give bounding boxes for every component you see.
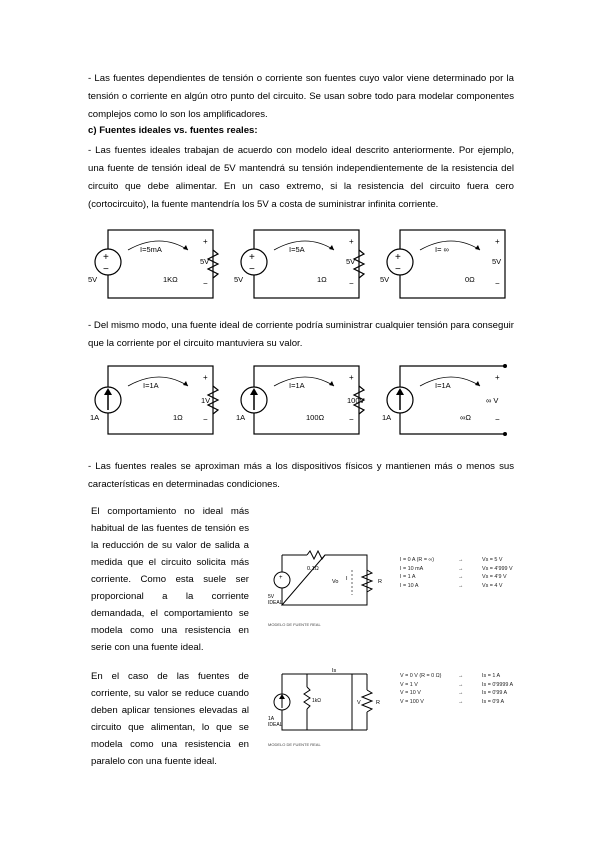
svg-text:−: − <box>103 264 109 275</box>
load-resistance-label: R <box>378 579 382 585</box>
model-caption: MODELO DE FUENTE REAL <box>268 742 321 747</box>
svg-text:−: − <box>203 415 208 424</box>
source-value-label: 5V <box>268 594 275 600</box>
circuit-resistance-label: 1KΩ <box>163 275 178 284</box>
result-cell: Vs = 4'9 V <box>482 574 507 580</box>
circuit-resistance-label: ∞Ω <box>460 413 471 422</box>
circuit-source-label: 5V <box>234 275 244 284</box>
circuit-source-label: 5V <box>380 275 390 284</box>
real-voltage-table <box>400 556 513 590</box>
result-cell: Is = 0'99 A <box>482 690 508 696</box>
voltage-circuit-3 <box>380 230 505 298</box>
source-ideal-label: IDEAL <box>268 600 283 606</box>
circuit-resistance-label: 100Ω <box>306 413 325 422</box>
arrow-cell: → <box>458 698 464 705</box>
circuit-current-label: I= ∞ <box>435 245 449 254</box>
circuit-current-label: I=5mA <box>140 245 162 254</box>
source-ideal-label: IDEAL <box>268 722 283 728</box>
load-resistance-label: R <box>376 700 380 706</box>
result-cell: Vs = 4'999 V <box>482 565 513 572</box>
svg-text:−: − <box>349 415 354 424</box>
circuit-current-label: I=1A <box>289 381 305 390</box>
real-voltage-source-model <box>262 540 392 630</box>
condition-cell: I = 10 mA <box>400 565 424 572</box>
output-current-label: Is <box>332 668 337 674</box>
current-circuit-2 <box>236 366 365 434</box>
condition-cell: I = 0 A (R = ∞) <box>400 557 435 563</box>
table-row <box>400 681 513 690</box>
source-value-label: 1A <box>268 716 275 722</box>
table-row <box>400 689 513 698</box>
svg-text:+: + <box>279 575 283 581</box>
arrow-cell: → <box>458 574 464 580</box>
result-cell: Is = 1 A <box>482 673 501 679</box>
ideal-voltage-source-circuits <box>88 222 514 306</box>
condition-cell: I = 10 A <box>400 582 419 589</box>
paragraph-dependent-sources: - Las fuentes dependientes de tensión o corriente son fuentes cuyo valor viene determinado por la tensión o corriente en algún otro punto del circuito. Se usan sobre todo para modelar componentes complejos como lo son los amplificadores. <box>88 73 514 120</box>
current-circuit-3 <box>382 364 507 436</box>
parallel-resistance-label: 1kΩ <box>312 698 322 704</box>
condition-cell: V = 0 V (R = 0 Ω) <box>400 673 442 679</box>
circuit-resistance-label: 0Ω <box>465 275 475 284</box>
svg-text:+: + <box>203 373 208 382</box>
condition-cell: I = 1 A <box>400 574 416 580</box>
series-resistance-label: 0.1Ω <box>307 566 319 572</box>
result-cell: Vs = 4 V <box>482 582 503 589</box>
circuit-source-label: 1A <box>236 413 246 422</box>
real-current-source-model <box>262 662 392 752</box>
circuit-source-label: 1A <box>382 413 392 422</box>
table-row <box>400 698 513 707</box>
svg-text:+: + <box>395 252 401 263</box>
svg-text:+: + <box>249 252 255 263</box>
circuit-voltage-label: 1V <box>201 396 211 405</box>
paragraph-ideal-current-source: - Del mismo modo, una fuente ideal de corriente podría suministrar cualquier tensión para conseguir que la corriente por el circuito mantuviera su valor. <box>88 320 514 349</box>
section-heading-ideal-vs-real: c) Fuentes ideales vs. fuentes reales: <box>88 125 258 136</box>
table-row <box>400 565 513 574</box>
voltage-circuit-1 <box>88 230 218 298</box>
table-row <box>400 582 513 591</box>
arrow-cell: → <box>458 557 464 563</box>
circuit-voltage-label: 100V <box>347 396 365 405</box>
svg-text:+: + <box>349 237 354 246</box>
svg-text:−: − <box>203 279 208 288</box>
circuit-voltage-label: 5V <box>200 257 210 266</box>
circuit-current-label: I=1A <box>435 381 451 390</box>
condition-cell: V = 100 V <box>400 698 424 705</box>
result-cell: Is = 0'9 A <box>482 698 505 705</box>
svg-text:−: − <box>495 279 500 288</box>
current-circuit-1 <box>90 366 218 434</box>
paragraph-ideal-sources: - Las fuentes ideales trabajan de acuerdo con modelo ideal descrito anteriormente. Por ejemplo, una fuente de tensión ideal de 5V mantendrá su tensión independientemente de la resistencia del circuito que debe alimentar. En un caso extremo, si la resistencia del circuito fuera cero (cortocircuito), la fuente mantendría los 5V a costa de suministrar infinita corriente. <box>88 145 514 210</box>
circuit-current-label: I=5A <box>289 245 305 254</box>
circuit-source-label: 5V <box>88 275 98 284</box>
arrow-cell: → <box>458 681 464 688</box>
svg-text:+: + <box>103 252 109 263</box>
condition-cell: V = 1 V <box>400 681 418 688</box>
ideal-current-source-circuits <box>88 358 514 444</box>
svg-text:+: + <box>349 373 354 382</box>
svg-text:−: − <box>495 415 500 424</box>
paragraph-real-voltage-source: El comportamiento no ideal más habitual de las fuentes de tensión es la reducción de su valor de salida a medida que el circuito solicita más corriente. Como esta suele ser proporcional a la corriente demandada, el comportamiento se modela como una resistencia en serie con una fuente ideal. <box>91 506 249 653</box>
voltage-label: V <box>357 700 361 706</box>
circuit-current-label: I=1A <box>143 381 159 390</box>
table-row <box>400 573 513 582</box>
paragraph-real-current-source: En el caso de las fuentes de corriente, su valor se reduce cuando deben aplicar tensiones elevadas al circuito que alimentan, lo que se modela como una resistencia en paralelo con una fuente ideal. <box>91 671 249 767</box>
model-caption: MODELO DE FUENTE REAL <box>268 622 321 627</box>
circuit-voltage-label: ∞ V <box>486 396 499 405</box>
real-current-table <box>400 672 513 706</box>
output-voltage-label: Vo <box>332 579 339 585</box>
svg-text:−: − <box>395 264 401 275</box>
circuit-resistance-label: 1Ω <box>173 413 183 422</box>
table-row <box>400 556 513 565</box>
arrow-cell: → <box>458 582 464 589</box>
svg-text:−: − <box>349 279 354 288</box>
svg-text:−: − <box>249 264 255 275</box>
circuit-resistance-label: 1Ω <box>317 275 327 284</box>
arrow-cell: → <box>458 565 464 572</box>
circuit-voltage-label: 5V <box>346 257 356 266</box>
arrow-cell: → <box>458 673 464 679</box>
arrow-cell: → <box>458 690 464 696</box>
voltage-circuit-2 <box>234 230 364 298</box>
result-cell: Vs = 5 V <box>482 557 503 563</box>
circuit-source-label: 1A <box>90 413 100 422</box>
svg-text:+: + <box>495 237 500 246</box>
circuit-voltage-label: 5V <box>492 257 502 266</box>
paragraph-real-sources: - Las fuentes reales se aproximan más a los dispositivos físicos y mantienen más o menos sus características en determinadas condiciones. <box>88 461 514 490</box>
table-row <box>400 672 513 681</box>
svg-text:+: + <box>495 373 500 382</box>
current-label: I <box>346 576 348 582</box>
result-cell: Is = 0'9999 A <box>482 681 514 688</box>
condition-cell: V = 10 V <box>400 690 421 696</box>
svg-text:+: + <box>203 237 208 246</box>
